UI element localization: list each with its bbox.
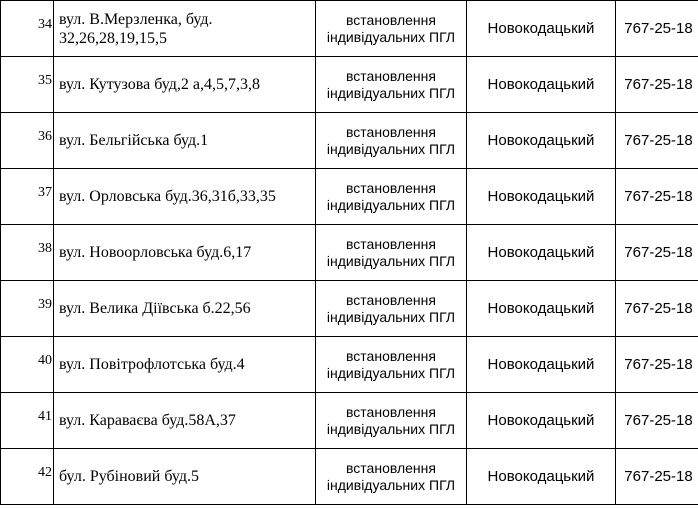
work-type-cell: встановлення індивідуальних ПГЛ xyxy=(316,281,467,337)
work-type-cell: встановлення індивідуальних ПГЛ xyxy=(316,113,467,169)
phone-cell: 767-25-18 xyxy=(616,393,698,449)
address-cell xyxy=(54,57,316,113)
address-cell xyxy=(54,393,316,449)
phone-cell: 767-25-18 xyxy=(616,113,698,169)
table-row xyxy=(1,57,698,113)
phone-cell: 767-25-18 xyxy=(616,57,698,113)
row-number: 34 xyxy=(38,17,52,32)
row-number: 39 xyxy=(38,297,52,312)
address-cell xyxy=(54,337,316,393)
row-number-cell xyxy=(1,57,54,113)
district-cell: Новокодацький xyxy=(467,281,616,337)
phone-cell: 767-25-18 xyxy=(616,1,698,57)
district-cell: Новокодацький xyxy=(467,449,616,505)
address-text: вул. Орловська буд.36,31б,33,35 xyxy=(59,188,276,205)
table-row xyxy=(1,449,698,505)
phone-cell: 767-25-18 xyxy=(616,169,698,225)
address-text: вул. Кутузова буд,2 а,4,5,7,3,8 xyxy=(59,76,260,93)
address-text: вул. Бельгійська буд.1 xyxy=(59,132,209,149)
row-number: 36 xyxy=(38,129,52,144)
address-text: вул. Повітрофлотська буд.4 xyxy=(59,356,245,373)
row-number-cell xyxy=(1,113,54,169)
table-row xyxy=(1,1,698,57)
address-cell xyxy=(54,1,316,57)
district-cell: Новокодацький xyxy=(467,57,616,113)
row-number-cell xyxy=(1,281,54,337)
phone-cell: 767-25-18 xyxy=(616,281,698,337)
row-number-cell xyxy=(1,169,54,225)
table-row xyxy=(1,337,698,393)
table-row xyxy=(1,113,698,169)
row-number-cell xyxy=(1,449,54,505)
district-cell: Новокодацький xyxy=(467,337,616,393)
work-type-cell: встановлення індивідуальних ПГЛ xyxy=(316,57,467,113)
table-row xyxy=(1,169,698,225)
district-cell: Новокодацький xyxy=(467,225,616,281)
work-type-cell: встановлення індивідуальних ПГЛ xyxy=(316,337,467,393)
address-text: вул. В.Мерзленка, буд. 32,26,28,19,15,5 xyxy=(59,10,213,47)
works-table-body xyxy=(1,1,698,505)
address-cell xyxy=(54,169,316,225)
work-type-cell: встановлення індивідуальних ПГЛ xyxy=(316,1,467,57)
address-text: вул. Караваєва буд.58А,37 xyxy=(59,412,236,429)
row-number-cell xyxy=(1,1,54,57)
row-number: 40 xyxy=(38,353,52,368)
phone-cell: 767-25-18 xyxy=(616,337,698,393)
table-row xyxy=(1,225,698,281)
table-row xyxy=(1,281,698,337)
phone-cell: 767-25-18 xyxy=(616,449,698,505)
row-number-cell xyxy=(1,337,54,393)
row-number: 35 xyxy=(38,73,52,88)
address-cell xyxy=(54,225,316,281)
address-text: вул. Велика Діївська б.22,56 xyxy=(59,300,251,317)
row-number: 38 xyxy=(38,241,52,256)
table-row xyxy=(1,393,698,449)
row-number: 41 xyxy=(38,409,52,424)
address-text: вул. Новоорловська буд.6,17 xyxy=(59,244,252,261)
work-type-cell: встановлення індивідуальних ПГЛ xyxy=(316,393,467,449)
row-number: 42 xyxy=(38,465,52,480)
district-cell: Новокодацький xyxy=(467,169,616,225)
row-number: 37 xyxy=(38,185,52,200)
work-type-cell: встановлення індивідуальних ПГЛ xyxy=(316,169,467,225)
address-text: бул. Рубіновий буд.5 xyxy=(59,468,199,485)
address-cell xyxy=(54,113,316,169)
row-number-cell xyxy=(1,225,54,281)
district-cell: Новокодацький xyxy=(467,393,616,449)
address-cell xyxy=(54,281,316,337)
work-type-cell: встановлення індивідуальних ПГЛ xyxy=(316,225,467,281)
district-cell: Новокодацький xyxy=(467,1,616,57)
address-cell xyxy=(54,449,316,505)
phone-cell: 767-25-18 xyxy=(616,225,698,281)
district-cell: Новокодацький xyxy=(467,113,616,169)
row-number-cell xyxy=(1,393,54,449)
work-type-cell: встановлення індивідуальних ПГЛ xyxy=(316,449,467,505)
